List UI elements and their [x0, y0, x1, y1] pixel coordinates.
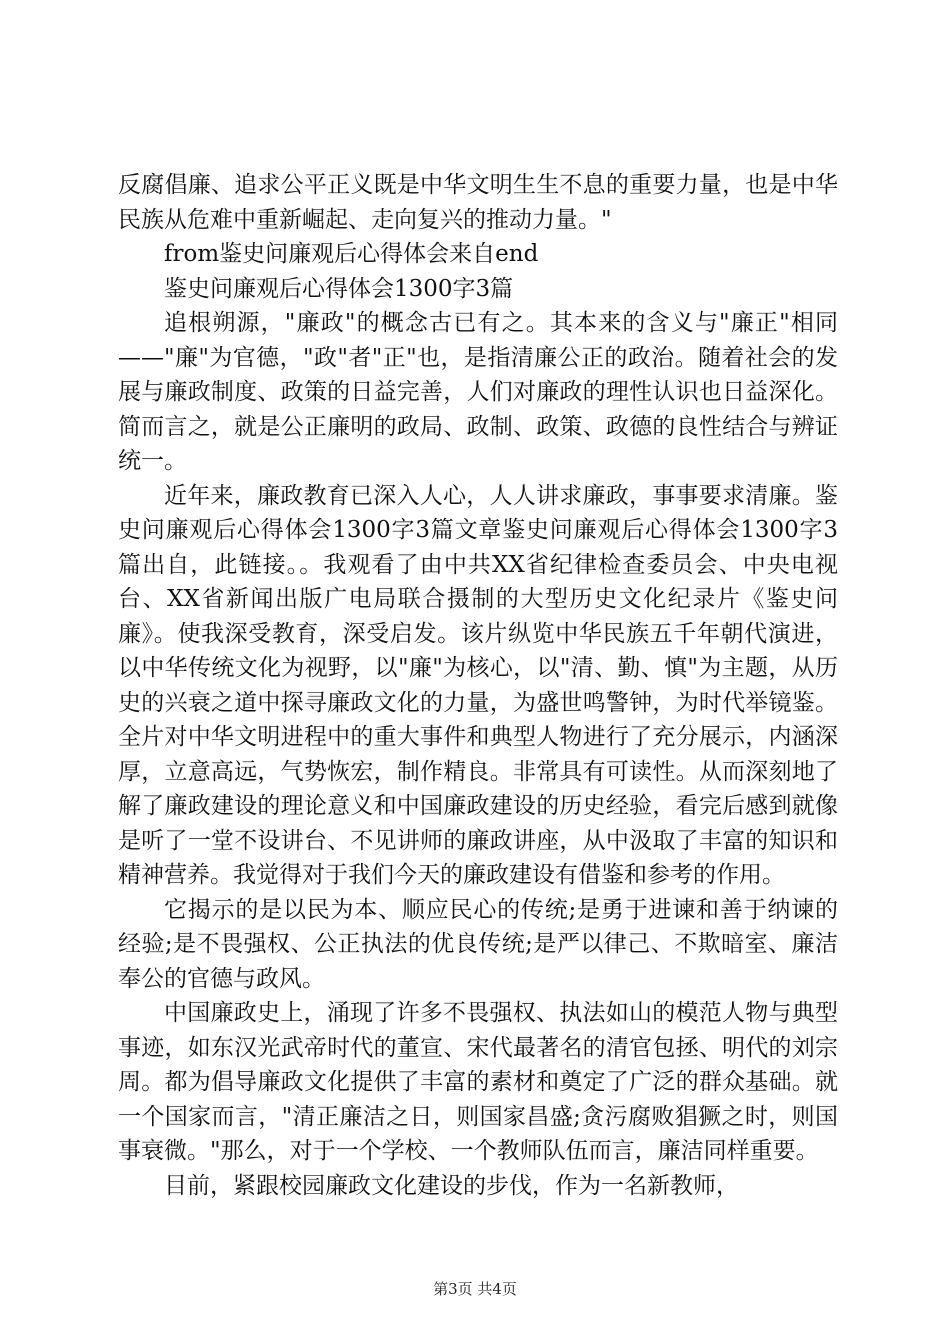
page-footer: 第3页 共4页 [433, 1280, 517, 1298]
paragraph-6: 它揭示的是以民为本、顺应民心的传统;是勇于进谏和善于纳谏的经验;是不畏强权、公正执法的优良传统;是严以律己、不欺暗室、廉洁奉公的官德与政风。 [118, 896, 838, 992]
paragraph-7: 中国廉政史上，涌现了许多不畏强权、执法如山的模范人物与典型事迹，如东汉光武帝时代的董宣、宋代最著名的清官包拯、明代的刘宗周。都为倡导廉政文化提供了丰富的素材和奠定了广泛的群众基础。就一个国家而言，"清正廉洁之日，则国家昌盛;贪污腐败猖獗之时，则国事衰微。"那么，对于一个学校、一个教师队伍而言，廉洁同样重要。 [118, 1000, 838, 1164]
paragraph-2: from鉴史问廉观后心得体会来自end [164, 241, 539, 267]
paragraph-4: 追根朔源，"廉政"的概念古已有之。其本来的含义与"廉正"相同——"廉"为官德，"政"者"正"也，是指清廉公正的政治。随着社会的发展与廉政制度、政策的日益完善，人们对廉政的理性认识也日益深化。简而言之，就是公正廉明的政局、政制、政策、政德的良性结合与辨证统一。 [118, 310, 838, 474]
paragraph-1: 反腐倡廉、追求公平正义既是中华文明生生不息的重要力量，也是中华民族从危难中重新崛起、走向复兴的推动力量。" [118, 172, 838, 233]
paragraph-3: 鉴史问廉观后心得体会1300字3篇 [164, 275, 514, 302]
document-body [118, 168, 838, 1203]
paragraph-8: 目前，紧跟校园廉政文化建设的步伐，作为一名新教师， [164, 1172, 739, 1199]
paragraph-5: 近年来，廉政教育已深入人心，人人讲求廉政，事事要求清廉。鉴史问廉观后心得体会1300字3篇文章鉴史问廉观后心得体会1300字3篇出自，此链接。。我观看了由中共XX省纪律检查委员会、中央电视台、XX省新闻出版广电局联合摄制的大型历史文化纪录片《鉴史问廉》。使我深受教育，深受启发。该片纵览中华民族五千年朝代演进，以中华传统文化为视野，以"廉"为核心，以"清、勤、慎"为主题，从历史的兴衰之道中探寻廉政文化的力量，为盛世鸣警钟，为时代举镜鉴。全片对中华文明进程中的重大事件和典型人物进行了充分展示，内涵深厚，立意高远，气势恢宏，制作精良。非常具有可读性。从而深刻地了解了廉政建设的理论意义和中国廉政建设的历史经验，看完后感到就像是听了一堂不设讲台、不见讲师的廉政讲座，从中汲取了丰富的知识和精神营养。我觉得对于我们今天的廉政建设有借鉴和参考的作用。 [118, 482, 838, 888]
